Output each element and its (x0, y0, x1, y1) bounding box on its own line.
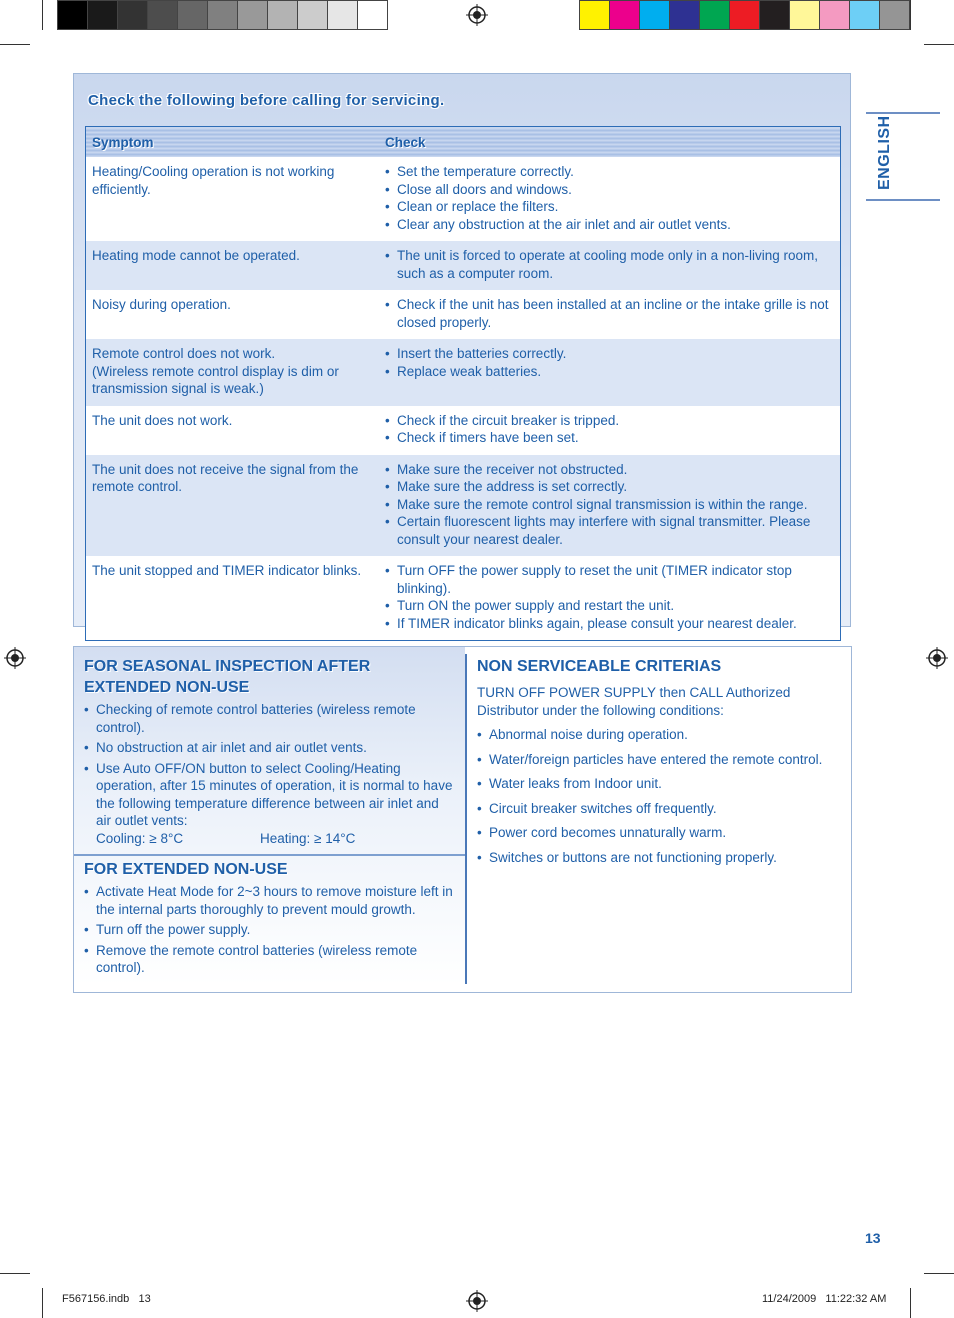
list-item: • No obstruction at air inlet and air outlet vents. (84, 739, 454, 757)
symptom-cell (86, 406, 380, 455)
check-cell (379, 290, 841, 339)
table-row (86, 241, 841, 290)
symptom-text: Remote control does not work. (92, 346, 276, 361)
non-serviceable-intro: TURN OFF POWER SUPPLY then CALL Authorized Distributor under the following conditions: (477, 685, 791, 718)
check-item: • The unit is forced to operate at cooling mode only in a non-living room, such as a computer room. (385, 247, 834, 282)
check-item: • Make sure the receiver not obstructed. (385, 461, 834, 479)
crop-mark (924, 1273, 954, 1274)
gray-swatch (297, 0, 327, 30)
footer-date: 11/24/2009 11:22:32 AM (762, 1293, 887, 1305)
section-divider (74, 854, 465, 856)
language-tab-line (866, 199, 940, 201)
seasonal-title: FOR SEASONAL INSPECTION AFTER EXTENDED NON-USE (84, 658, 371, 696)
check-cell (379, 157, 841, 241)
symptom-note: (Wireless remote control display is dim or transmission signal is weak.) (92, 363, 339, 396)
gray-swatch (147, 0, 177, 30)
table-header-row (86, 127, 841, 158)
servicing-title: Check the following before calling for servicing. (88, 92, 445, 109)
list-item: • Circuit breaker switches off frequently. (477, 800, 842, 818)
symptom-header: Symptom (86, 127, 380, 158)
gray-swatch (267, 0, 297, 30)
color-swatch (669, 0, 699, 30)
gray-swatch (237, 0, 267, 30)
servicing-table (85, 126, 841, 641)
gray-swatch (327, 0, 357, 30)
registration-mark-icon (926, 647, 948, 669)
page-number: 13 (865, 1230, 881, 1246)
color-swatch (609, 0, 639, 30)
color-bar (579, 0, 910, 30)
check-item: • Set the temperature correctly. (385, 163, 834, 181)
table-row (86, 339, 841, 406)
grayscale-bar (57, 0, 388, 30)
color-swatch (639, 0, 669, 30)
check-cell (379, 406, 841, 455)
list-item: • Power cord becomes unnaturally warm. (477, 824, 842, 842)
gray-swatch (177, 0, 207, 30)
gray-swatch (207, 0, 237, 30)
crop-mark (42, 0, 43, 30)
crop-mark (42, 1288, 43, 1318)
symptom-text: The unit does not receive the signal from the remote control. (92, 461, 359, 494)
cooling-value: Cooling: ≥ 8°C (96, 830, 184, 846)
check-header: Check (379, 127, 841, 158)
symptom-cell (86, 241, 380, 290)
check-item: • Close all doors and windows. (385, 181, 834, 199)
registration-mark-icon (4, 647, 26, 669)
registration-mark-icon (466, 1290, 488, 1312)
table-row (86, 455, 841, 557)
list-item-text: Use Auto OFF/ON button to select Cooling/Heating operation, after 15 minutes of operation, it is normal to have the following temperature difference between air inlet and air outlet vents: (96, 760, 453, 828)
list-item: • Turn off the power supply. (84, 921, 454, 939)
color-swatch (729, 0, 759, 30)
check-item: • Make sure the remote control signal transmission is within the range. (385, 496, 834, 514)
check-cell (379, 455, 841, 557)
non-serviceable-title: NON SERVICEABLE CRITERIAS (477, 658, 722, 675)
symptom-text: The unit does not work. (92, 412, 233, 428)
temperature-values (96, 830, 454, 848)
gray-swatch (57, 0, 87, 30)
table-row (86, 406, 841, 455)
check-cell (379, 339, 841, 406)
list-item: • Checking of remote control batteries (wireless remote control). (84, 701, 454, 736)
check-item: • Certain fluorescent lights may interfere with signal transmitter. Please consult your nearest dealer. (385, 513, 834, 548)
list-item (84, 760, 454, 848)
crop-mark (910, 1288, 911, 1318)
check-item: • Replace weak batteries. (385, 363, 834, 381)
table-row (86, 556, 841, 641)
color-swatch (699, 0, 729, 30)
symptom-cell (86, 157, 380, 241)
color-swatch (579, 0, 609, 30)
list-item: • Switches or buttons are not functioning properly. (477, 849, 842, 867)
footer-file: F567156.indb 13 (62, 1293, 151, 1305)
check-item: • Turn OFF the power supply to reset the unit (TIMER indicator stop blinking). (385, 562, 834, 597)
check-item: • Check if the circuit breaker is tripped. (385, 412, 834, 430)
column-divider (465, 654, 467, 984)
check-item: • Insert the batteries correctly. (385, 345, 834, 363)
check-item: • If TIMER indicator blinks again, please consult your nearest dealer. (385, 615, 834, 633)
color-swatch (849, 0, 879, 30)
symptom-cell (86, 339, 380, 406)
check-item: • Clear any obstruction at the air inlet and air outlet vents. (385, 216, 834, 234)
maintenance-panel (73, 646, 852, 993)
servicing-panel (73, 73, 851, 631)
language-tab-line (866, 112, 940, 114)
gray-swatch (87, 0, 117, 30)
list-item: • Abnormal noise during operation. (477, 726, 842, 744)
list-item: • Remove the remote control batteries (wireless remote control). (84, 942, 454, 977)
list-item: • Activate Heat Mode for 2~3 hours to remove moisture left in the internal parts thoroughly to prevent mould growth. (84, 883, 454, 918)
check-item: • Check if the unit has been installed at an incline or the intake grille is not closed properly. (385, 296, 834, 331)
symptom-text: Noisy during operation. (92, 297, 231, 312)
extended-title: FOR EXTENDED NON-USE (84, 861, 288, 878)
table-row (86, 290, 841, 339)
seasonal-list (84, 701, 454, 850)
list-item: • Water leaks from Indoor unit. (477, 775, 842, 793)
color-swatch (879, 0, 910, 30)
crop-mark (0, 1273, 30, 1274)
symptom-cell (86, 556, 380, 641)
symptom-text: The unit stopped and TIMER indicator blinks. (92, 563, 362, 578)
color-swatch (819, 0, 849, 30)
check-item: • Turn ON the power supply and restart the unit. (385, 597, 834, 615)
table-row (86, 157, 841, 241)
check-item: • Clean or replace the filters. (385, 198, 834, 216)
check-item: • Make sure the address is set correctly. (385, 478, 834, 496)
color-swatch (759, 0, 789, 30)
check-item: • Check if timers have been set. (385, 429, 834, 447)
symptom-text: Heating/Cooling operation is not working efficiently. (92, 164, 335, 197)
check-cell (379, 241, 841, 290)
gray-swatch (357, 0, 388, 30)
crop-mark (0, 44, 30, 45)
symptom-cell (86, 455, 380, 557)
language-tab: ENGLISH (876, 115, 893, 190)
check-cell (379, 556, 841, 641)
color-swatch (789, 0, 819, 30)
symptom-text: Heating mode cannot be operated. (92, 248, 300, 263)
non-serviceable-list (477, 726, 842, 873)
symptom-cell (86, 290, 380, 339)
registration-mark-icon (466, 4, 488, 26)
extended-list (84, 883, 454, 980)
crop-mark (924, 44, 954, 45)
gray-swatch (117, 0, 147, 30)
list-item: • Water/foreign particles have entered the remote control. (477, 751, 842, 769)
heating-value: Heating: ≥ 14°C (260, 830, 356, 846)
crop-mark (910, 0, 911, 30)
